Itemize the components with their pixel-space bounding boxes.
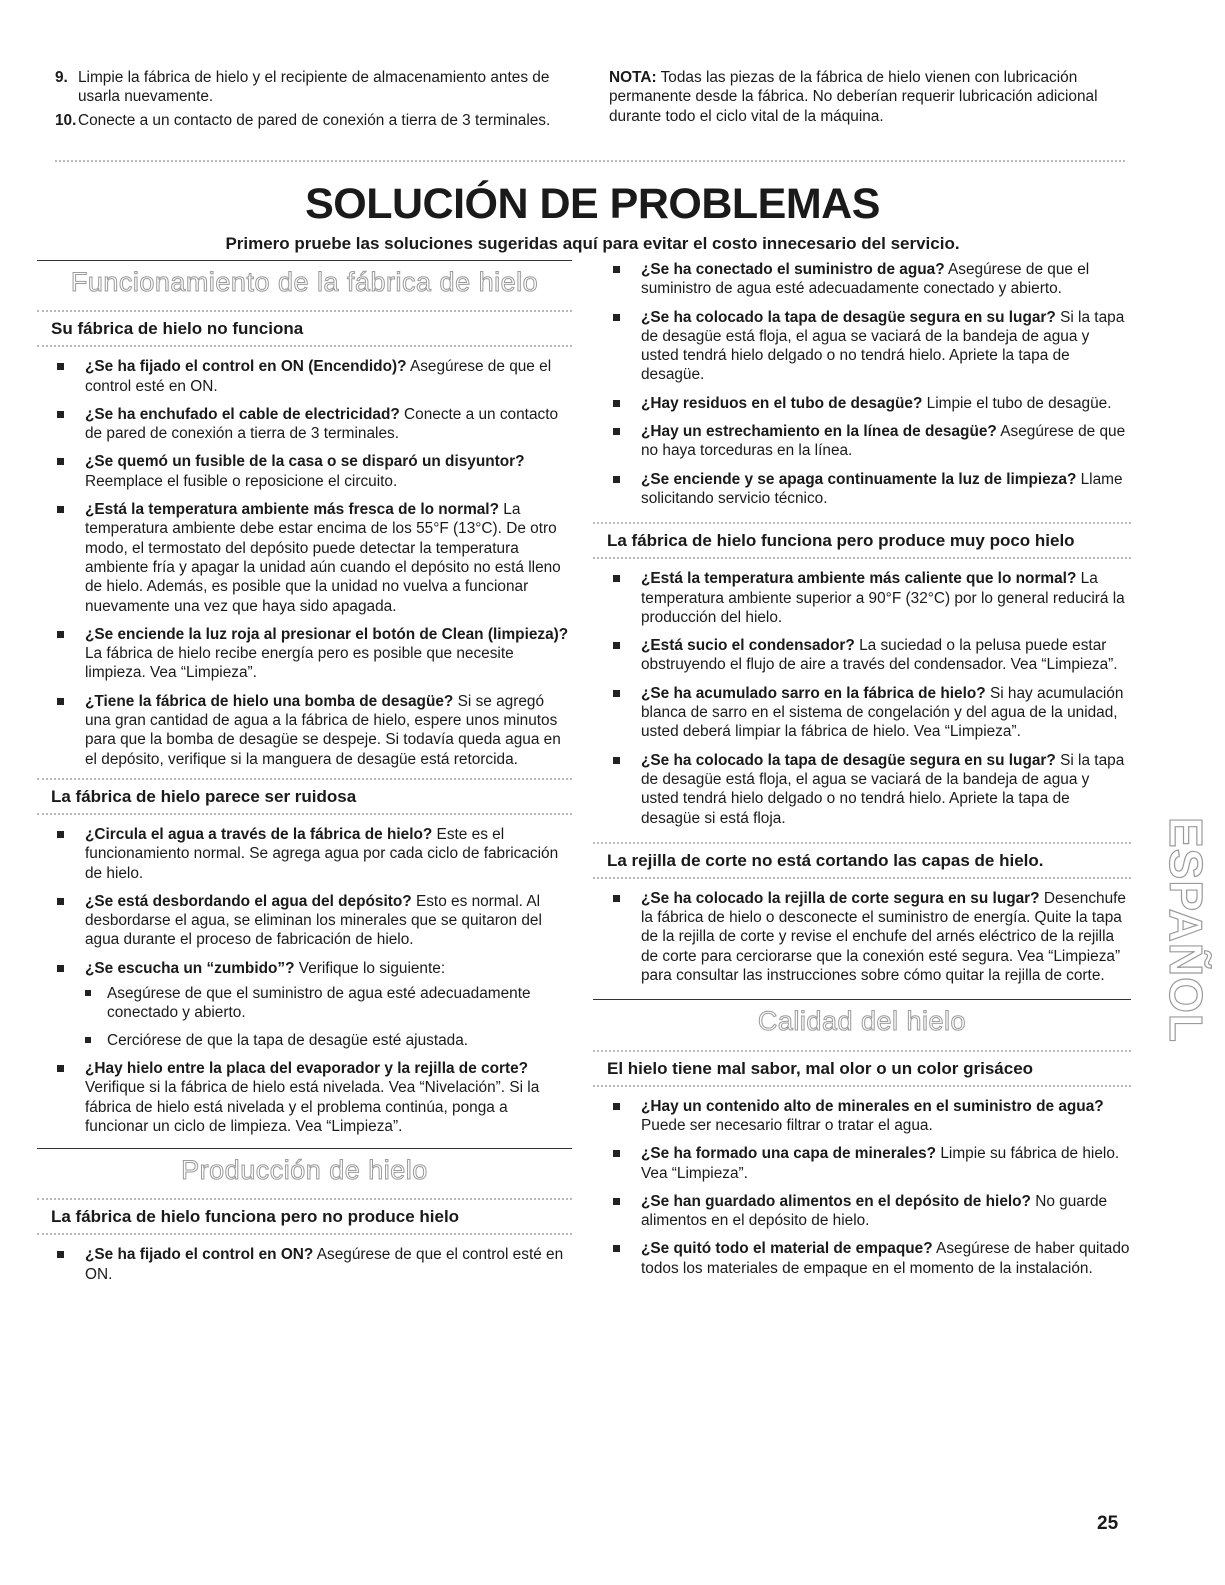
subsection-heading: Su fábrica de hielo no funciona [37, 310, 572, 347]
question: ¿Se ha formado una capa de minerales? [641, 1145, 937, 1163]
list-item [593, 260, 1131, 299]
answer: Este es el funcionamiento normal. Se agrega agua por cada ciclo de fabricación de hielo. [85, 825, 559, 882]
list-item [593, 636, 1131, 675]
question: ¿Está la temperatura ambiente más fresca de lo normal? [85, 501, 499, 519]
list-item [37, 405, 572, 444]
problem-list [593, 569, 1131, 828]
note-text: Todas las piezas de la fábrica de hielo vienen con lubricación permanente desde la fábrica. No deberían requerir lubricación adicional durante todo el ciclo vital de la máquina. [609, 69, 1098, 125]
page-subtitle: Primero pruebe las soluciones sugeridas aquí para evitar el costo innecesario del servicio. [225, 234, 960, 253]
right-column [593, 260, 1131, 1287]
list-item [37, 959, 572, 1050]
question: ¿Se quitó todo el material de empaque? [641, 1240, 933, 1258]
answer: La temperatura ambiente debe estar encima de los 55°F (13°C). De otro modo, el termostato del depósito puede detectar la temperatura ambiente fría y apagar la unidad aún cuando el depósito no está lleno de hielo. Además, es posible que la unidad no vuelva a funcionar nuevamente una vez que haya sido apagada. [85, 501, 561, 615]
question: ¿Circula el agua a través de la fábrica de hielo? [85, 825, 433, 843]
list-item [593, 422, 1131, 461]
question: ¿Se ha colocado la tapa de desagüe segura en su lugar? [641, 751, 1056, 769]
question: ¿Se está desbordando el agua del depósito? [85, 892, 412, 910]
answer: Conecte a un contacto de pared de conexión a tierra de 3 terminales. [85, 405, 559, 443]
section-heading: Calidad del hielo [757, 1006, 967, 1037]
step-10 [55, 111, 565, 130]
question: ¿Se ha colocado la tapa de desagüe segura en su lugar? [641, 308, 1056, 326]
subsection-heading: La rejilla de corte no está cortando las capas de hielo. [593, 842, 1131, 879]
question: ¿Se ha enchufado el cable de electricidad? [85, 405, 400, 423]
page-number: 25 [1097, 1513, 1119, 1534]
step-number: 9. [55, 69, 68, 86]
question: ¿Está la temperatura ambiente más caliente que lo normal? [641, 570, 1077, 588]
answer: Si hay acumulación blanca de sarro en el sistema de congelación y del agua de la unidad, usted deberá limpiar la fábrica de hielo. Vea “Limpieza”. [641, 684, 1124, 741]
question: ¿Hay un estrechamiento en la línea de desagüe? [641, 423, 997, 441]
problem-list [37, 1245, 572, 1284]
list-item [37, 825, 572, 883]
problem-list [593, 1097, 1131, 1278]
step-9 [55, 68, 565, 107]
answer: Verifique lo siguiente: [294, 959, 446, 977]
problem-list [593, 889, 1131, 985]
question: ¿Hay hielo entre la placa del evaporador y la rejilla de corte? [85, 1059, 529, 1077]
list-item [593, 1192, 1131, 1231]
answer: Reemplace el fusible o reposicione el circuito. [85, 472, 398, 490]
question: ¿Hay un contenido alto de minerales en el suministro de agua? [641, 1097, 1104, 1115]
answer: Asegúrese de que el control esté en ON. [85, 1246, 564, 1283]
answer: La temperatura ambiente superior a 90°F (32°C) por lo general reducirá la producción del hielo. [641, 570, 1125, 626]
question: ¿Tiene la fábrica de hielo una bomba de desagüe? [85, 692, 454, 710]
answer: Asegúrese de que el control esté en ON. [85, 358, 552, 395]
step-text: Limpie la fábrica de hielo y el recipiente de almacenamiento antes de usarla nuevamente. [78, 69, 550, 106]
question: ¿Se ha acumulado sarro en la fábrica de hielo? [641, 684, 986, 702]
list-item [593, 1097, 1131, 1136]
question: ¿Se ha fijado el control en ON (Encendido)? [85, 358, 407, 376]
subsection-heading: El hielo tiene mal sabor, mal olor o un color grisáceo [593, 1050, 1131, 1087]
answer: Llame solicitando servicio técnico. [641, 470, 1123, 507]
answer: La suciedad o la pelusa puede estar obstruyendo el flujo de aire a través del condensador. Vea “Limpieza”. [641, 637, 1118, 674]
list-item [593, 684, 1131, 742]
section-heading: Producción de hielo [181, 1155, 428, 1186]
answer: Esto es normal. Al desbordarse el agua, se eliminan los minerales que se quitaron del agua durante el proceso de fabricación de hielo. [85, 892, 542, 949]
problem-list [593, 260, 1131, 508]
left-column [37, 260, 572, 1293]
list-item [37, 692, 572, 769]
list-item [593, 1239, 1131, 1278]
answer: Asegúrese de haber quitado todos los materiales de empaque en el momento de la instalación. [641, 1240, 1130, 1277]
subsection-heading: La fábrica de hielo parece ser ruidosa [37, 778, 572, 815]
side-tab-label: ESPAÑOL [1160, 817, 1212, 1043]
answer: Asegúrese de que no haya torceduras en la línea. [641, 423, 1126, 460]
language-side-tab [1130, 815, 1212, 1060]
list-item [593, 470, 1131, 509]
question: ¿Se han guardado alimentos en el depósito de hielo? [641, 1192, 1031, 1210]
question: ¿Está sucio el condensador? [641, 637, 855, 655]
answer: Limpie su fábrica de hielo. Vea “Limpieza”. [641, 1145, 1120, 1182]
page-title: SOLUCIÓN DE PROBLEMAS [305, 180, 880, 228]
list-item [37, 357, 572, 396]
problem-list [37, 825, 572, 1136]
answer: Si la tapa de desagüe está floja, el agua se vaciará de la bandeja de agua y usted tendrá hielo delgado o no tendrá hielo. Apriete la tapa de desagüe. [641, 308, 1125, 384]
problem-list [37, 357, 572, 769]
answer: La fábrica de hielo recibe energía pero es posible que necesite limpieza. Vea “Limpieza”. [85, 645, 514, 682]
answer: Asegúrese de que el suministro de agua esté adecuadamente conectado y abierto. [641, 261, 1090, 298]
top-left-steps [55, 68, 565, 134]
question: ¿Se ha fijado el control en ON? [85, 1246, 314, 1264]
subsection-heading: La fábrica de hielo funciona pero no produce hielo [37, 1198, 572, 1235]
sub-list [85, 984, 572, 1050]
answer: Si la tapa de desagüe está floja, el agua se vaciará de la bandeja de agua y usted tendrá hielo delgado o no tendrá hielo. Apriete la tapa de desagüe si está floja. [641, 751, 1125, 827]
sub-list-item: Cerciórese de que la tapa de desagüe esté ajustada. [85, 1031, 572, 1050]
question: ¿Se escucha un “zumbido”? [85, 959, 295, 977]
sub-list-item: Asegúrese de que el suministro de agua esté adecuadamente conectado y abierto. [85, 984, 572, 1023]
step-number: 10. [55, 111, 77, 129]
list-item [37, 1059, 572, 1136]
answer: Desenchufe la fábrica de hielo o desconecte el suministro de energía. Quite la tapa de la rejilla de corte y revise el enchufe del arnés eléctrico de la rejilla de corte para cerciorarse que la conexión esté segura. Vea “Limpieza” para consultar las instrucciones sobre cómo quitar la rejilla de corte. [641, 889, 1126, 985]
answer: Puede ser necesario filtrar o tratar el agua. [641, 1116, 933, 1134]
question: ¿Se ha colocado la rejilla de corte segura en su lugar? [641, 889, 1040, 907]
list-item [37, 452, 572, 491]
answer: No guarde alimentos en el depósito de hielo. [641, 1192, 1108, 1230]
subsection-heading: La fábrica de hielo funciona pero produce muy poco hielo [593, 522, 1131, 559]
list-item [37, 892, 572, 950]
divider [55, 160, 1125, 162]
section-heading: Funcionamiento de la fábrica de hielo [70, 267, 539, 297]
question: ¿Se ha conectado el suministro de agua? [641, 261, 945, 278]
question: ¿Se enciende la luz roja al presionar el botón de Clean (limpieza)? [85, 625, 569, 643]
answer: Limpie el tubo de desagüe. [922, 394, 1112, 412]
list-item [593, 569, 1131, 627]
list-item [593, 889, 1131, 985]
list-item [593, 394, 1131, 413]
list-item [37, 1245, 572, 1284]
list-item [37, 500, 572, 616]
question: ¿Se enciende y se apaga continuamente la luz de limpieza? [641, 470, 1077, 488]
question: ¿Hay residuos en el tubo de desagüe? [641, 394, 923, 412]
question: ¿Se quemó un fusible de la casa o se disparó un disyuntor? [85, 453, 525, 471]
list-item [593, 751, 1131, 828]
list-item [37, 625, 572, 683]
list-item [593, 308, 1131, 385]
list-item [593, 1144, 1131, 1183]
note [609, 68, 1129, 126]
step-text: Conecte a un contacto de pared de conexión a tierra de 3 terminales. [78, 111, 551, 129]
answer: Si se agregó una gran cantidad de agua a la fábrica de hielo, espere unos minutos para que la bomba de desagüe se despeje. Si todavía queda agua en el depósito, verifique si la manguera de desagüe está retorcida. [85, 692, 561, 768]
note-label: NOTA: [609, 69, 657, 86]
answer: Verifique si la fábrica de hielo está nivelada. Vea “Nivelación”. Si la fábrica de hielo está nivelada y el problema continúa, ponga a funcionar un ciclo de limpieza. Vea “Limpieza”. [85, 1079, 540, 1135]
